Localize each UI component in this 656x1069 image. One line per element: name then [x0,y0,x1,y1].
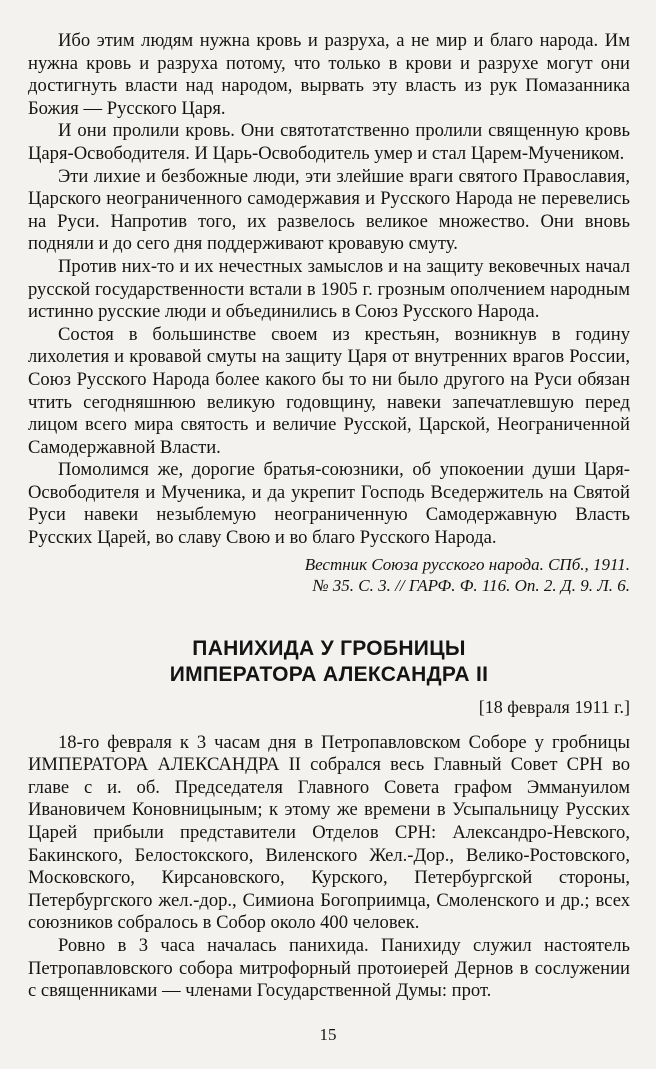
paragraph: Ровно в 3 часа началась панихида. Панихиду служил настоятель Петропавловского собора митрофорный протоиерей Дернов в сослужении с священниками — членами Государственной Думы: прот. [28,935,630,1002]
paragraph: Против них-то и их нечестных замыслов и на защиту вековечных начал русской государственности встали в 1905 г. грозным ополчением народным истинно русские люди и объединились в Союз Русского Народа. [28,255,630,323]
page-number: 15 [319,1025,337,1044]
body-text-top [28,30,630,550]
paragraph: 18-го февраля к 3 часам дня в Петропавловском Соборе у гробницы ИМПЕРАТОРА АЛЕКСАНДРА II собрался весь Главный Совет СРН во главе с и. об. Председателя Главного Совета графом Эммануилом Ивановичем Коновницыным; к этому же времени в Усыпальницу Русских Царей прибыли представители Отделов СРН: Александро-Невского, Бакинского, Белостокского, Виленского Жел.-Дор., Велико-Ростовского, Московского, Кирсановского, Курского, Петербургской стороны, Петербургского жел.-дор., Симиона Богоприимца, Смоленского и др.; всех союзников собралось в Собор около 400 человек. [28,731,630,934]
source-citation [28,554,630,596]
paragraph: И они пролили кровь. Они святотатственно пролили священную кровь Царя-Освободителя. И Царь-Освободитель умер и стал Царем-Мучеником. [28,120,630,164]
section-heading [28,636,630,688]
paragraph: Помолимся же, дорогие братья-союзники, об упокоении души Царя-Освободителя и Мученика, и да укрепит Господь Вседержитель на Святой Руси навеки незыблемую неограниченную Самодержавную Власть Русских Царей, во славу Свою и во благо Русского Народа. [28,459,630,549]
paragraph: Состоя в большинстве своем из крестьян, возникнув в годину лихолетия и кровавой смуты на защиту Царя от внутренних врагов России, Союз Русского Народа более какого бы то ни было другого на Руси обязан чтить сегодняшнюю великую годовщину, навеки запечатлевшую перед лицом всего мира святость и величие Русской, Царской, Неограниченной Самодержавной Власти. [28,323,630,458]
paragraph: Эти лихие и безбожные люди, эти злейшие враги святого Православия, Царского неограниченного самодержавия и Русского Народа не перевелись на Руси. Напротив того, их развелось великое множество. Они вновь подняли и до сего дня поддерживают кровавую смуту. [28,165,630,255]
heading-line: ПАНИХИДА У ГРОБНИЦЫ [192,636,466,660]
paragraph: Ибо этим людям нужна кровь и разруха, а не мир и благо народа. Им нужна кровь и разруха потому, что только в крови и разрухе могут они достигнуть власти над народом, вырвать эту власть из рук Помазанника Божия — Русского Царя. [28,30,630,119]
body-text-bottom [28,732,630,1003]
heading-line: ИМПЕРАТОРА АЛЕКСАНДРА II [169,662,489,686]
document-date: [18 февраля 1911 г.] [478,696,630,717]
source-line: № 35. С. 3. // ГАРФ. Ф. 116. Оп. 2. Д. 9. Л. 6. [312,575,630,595]
source-line: Вестник Союза русского народа. СПб., 1911. [304,554,630,574]
